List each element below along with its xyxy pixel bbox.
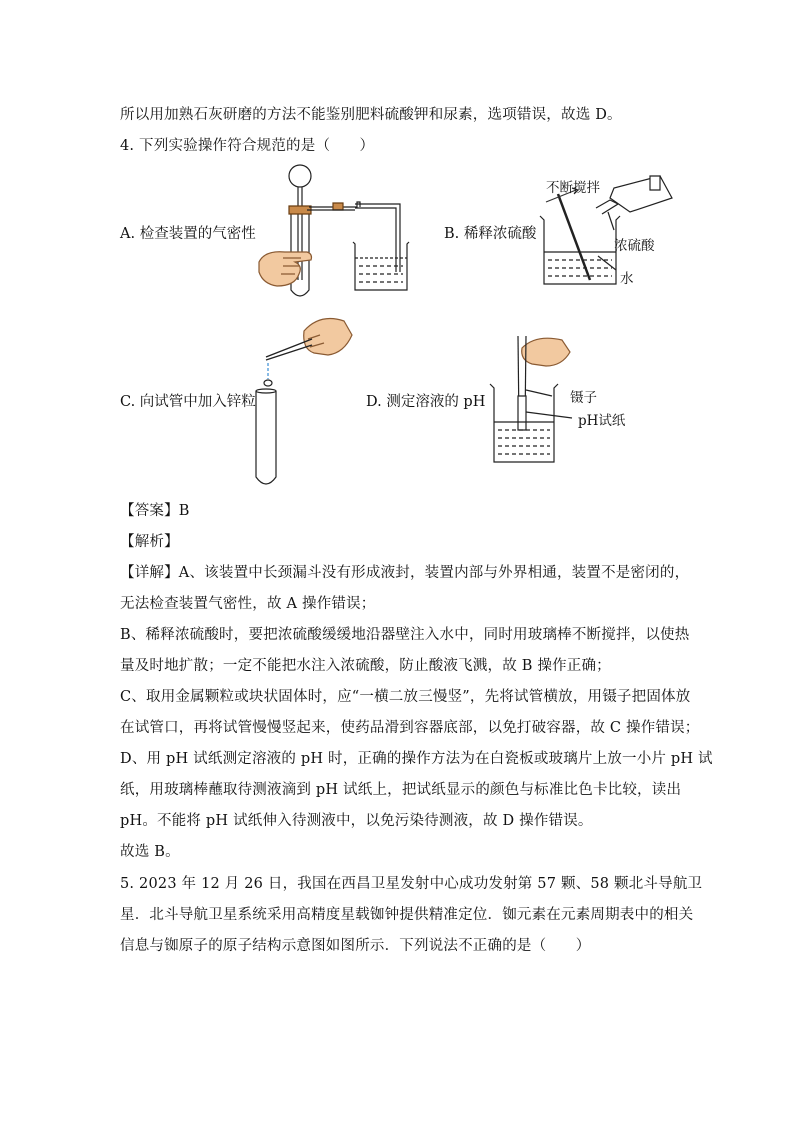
figure-a-airtightness	[255, 162, 415, 302]
label-tweezers: 镊子	[570, 390, 597, 406]
detail-line: pH。不能将 pH 试纸伸入待测液中，以免污染待测液，故 D 操作错误。	[120, 813, 593, 829]
label-stir: 不断搅拌	[546, 180, 600, 196]
option-b: B. 稀释浓硫酸	[444, 226, 537, 242]
label-ph-paper: pH试纸	[578, 413, 626, 429]
detail-line: 无法检查装置气密性，故 A 操作错误；	[120, 596, 376, 612]
detail-line: B、稀释浓硫酸时，要把浓硫酸缓缓地沿器壁注入水中，同时用玻璃棒不断搅拌，以使热	[120, 627, 690, 643]
question-5-line: 信息与铷原子的原子结构示意图如图所示．下列说法不正确的是（ ）	[120, 938, 591, 954]
analysis-heading: 【解析】	[120, 534, 179, 550]
label-acid: 浓硫酸	[614, 238, 655, 254]
detail-line: 纸，用玻璃棒蘸取待测液滴到 pH 试纸上，把试纸显示的颜色与标准比色卡比较，读出	[120, 782, 682, 798]
detail-line: D、用 pH 试纸测定溶液的 pH 时，正确的操作方法为在白瓷板或玻璃片上放一小片 pH 试	[120, 751, 713, 767]
figure-c-zinc	[248, 305, 358, 489]
detail-line: C、取用金属颗粒或块状固体时，应“一横二放三慢竖”，先将试管横放，用镊子把固体放	[120, 689, 691, 705]
option-a: A. 检查装置的气密性	[120, 226, 256, 242]
detail-line: 量及时地扩散；一定不能把水注入浓硫酸，防止酸液飞溅，故 B 操作正确；	[120, 658, 611, 674]
detail-line: 在试管口，再将试管慢慢竖起来，使药品滑到容器底部，以免打破容器，故 C 操作错误；	[120, 720, 700, 736]
detail-line: 【详解】A、该装置中长颈漏斗没有形成液封，装置内部与外界相通，装置不是密闭的，	[120, 565, 690, 581]
question-5-line: 5. 2023 年 12 月 26 日，我国在西昌卫星发射中心成功发射第 57 颗、58 颗北斗导航卫	[120, 876, 703, 892]
option-c: C. 向试管中加入锌粒	[120, 394, 256, 410]
label-water: 水	[620, 271, 634, 287]
question-5-line: 星．北斗导航卫星系统采用高精度星载铷钟提供精准定位．铷元素在元素周期表中的相关	[120, 907, 694, 923]
option-d: D. 测定溶液的 pH	[366, 394, 486, 410]
conclusion-line: 故选 B。	[120, 844, 180, 860]
answer-line: 【答案】B	[120, 503, 190, 519]
text-line: 所以用加熟石灰研磨的方法不能鉴别肥料硫酸钾和尿素，选项错误，故选 D。	[120, 107, 622, 123]
question-4-title: 4. 下列实验操作符合规范的是（ ）	[120, 138, 375, 154]
